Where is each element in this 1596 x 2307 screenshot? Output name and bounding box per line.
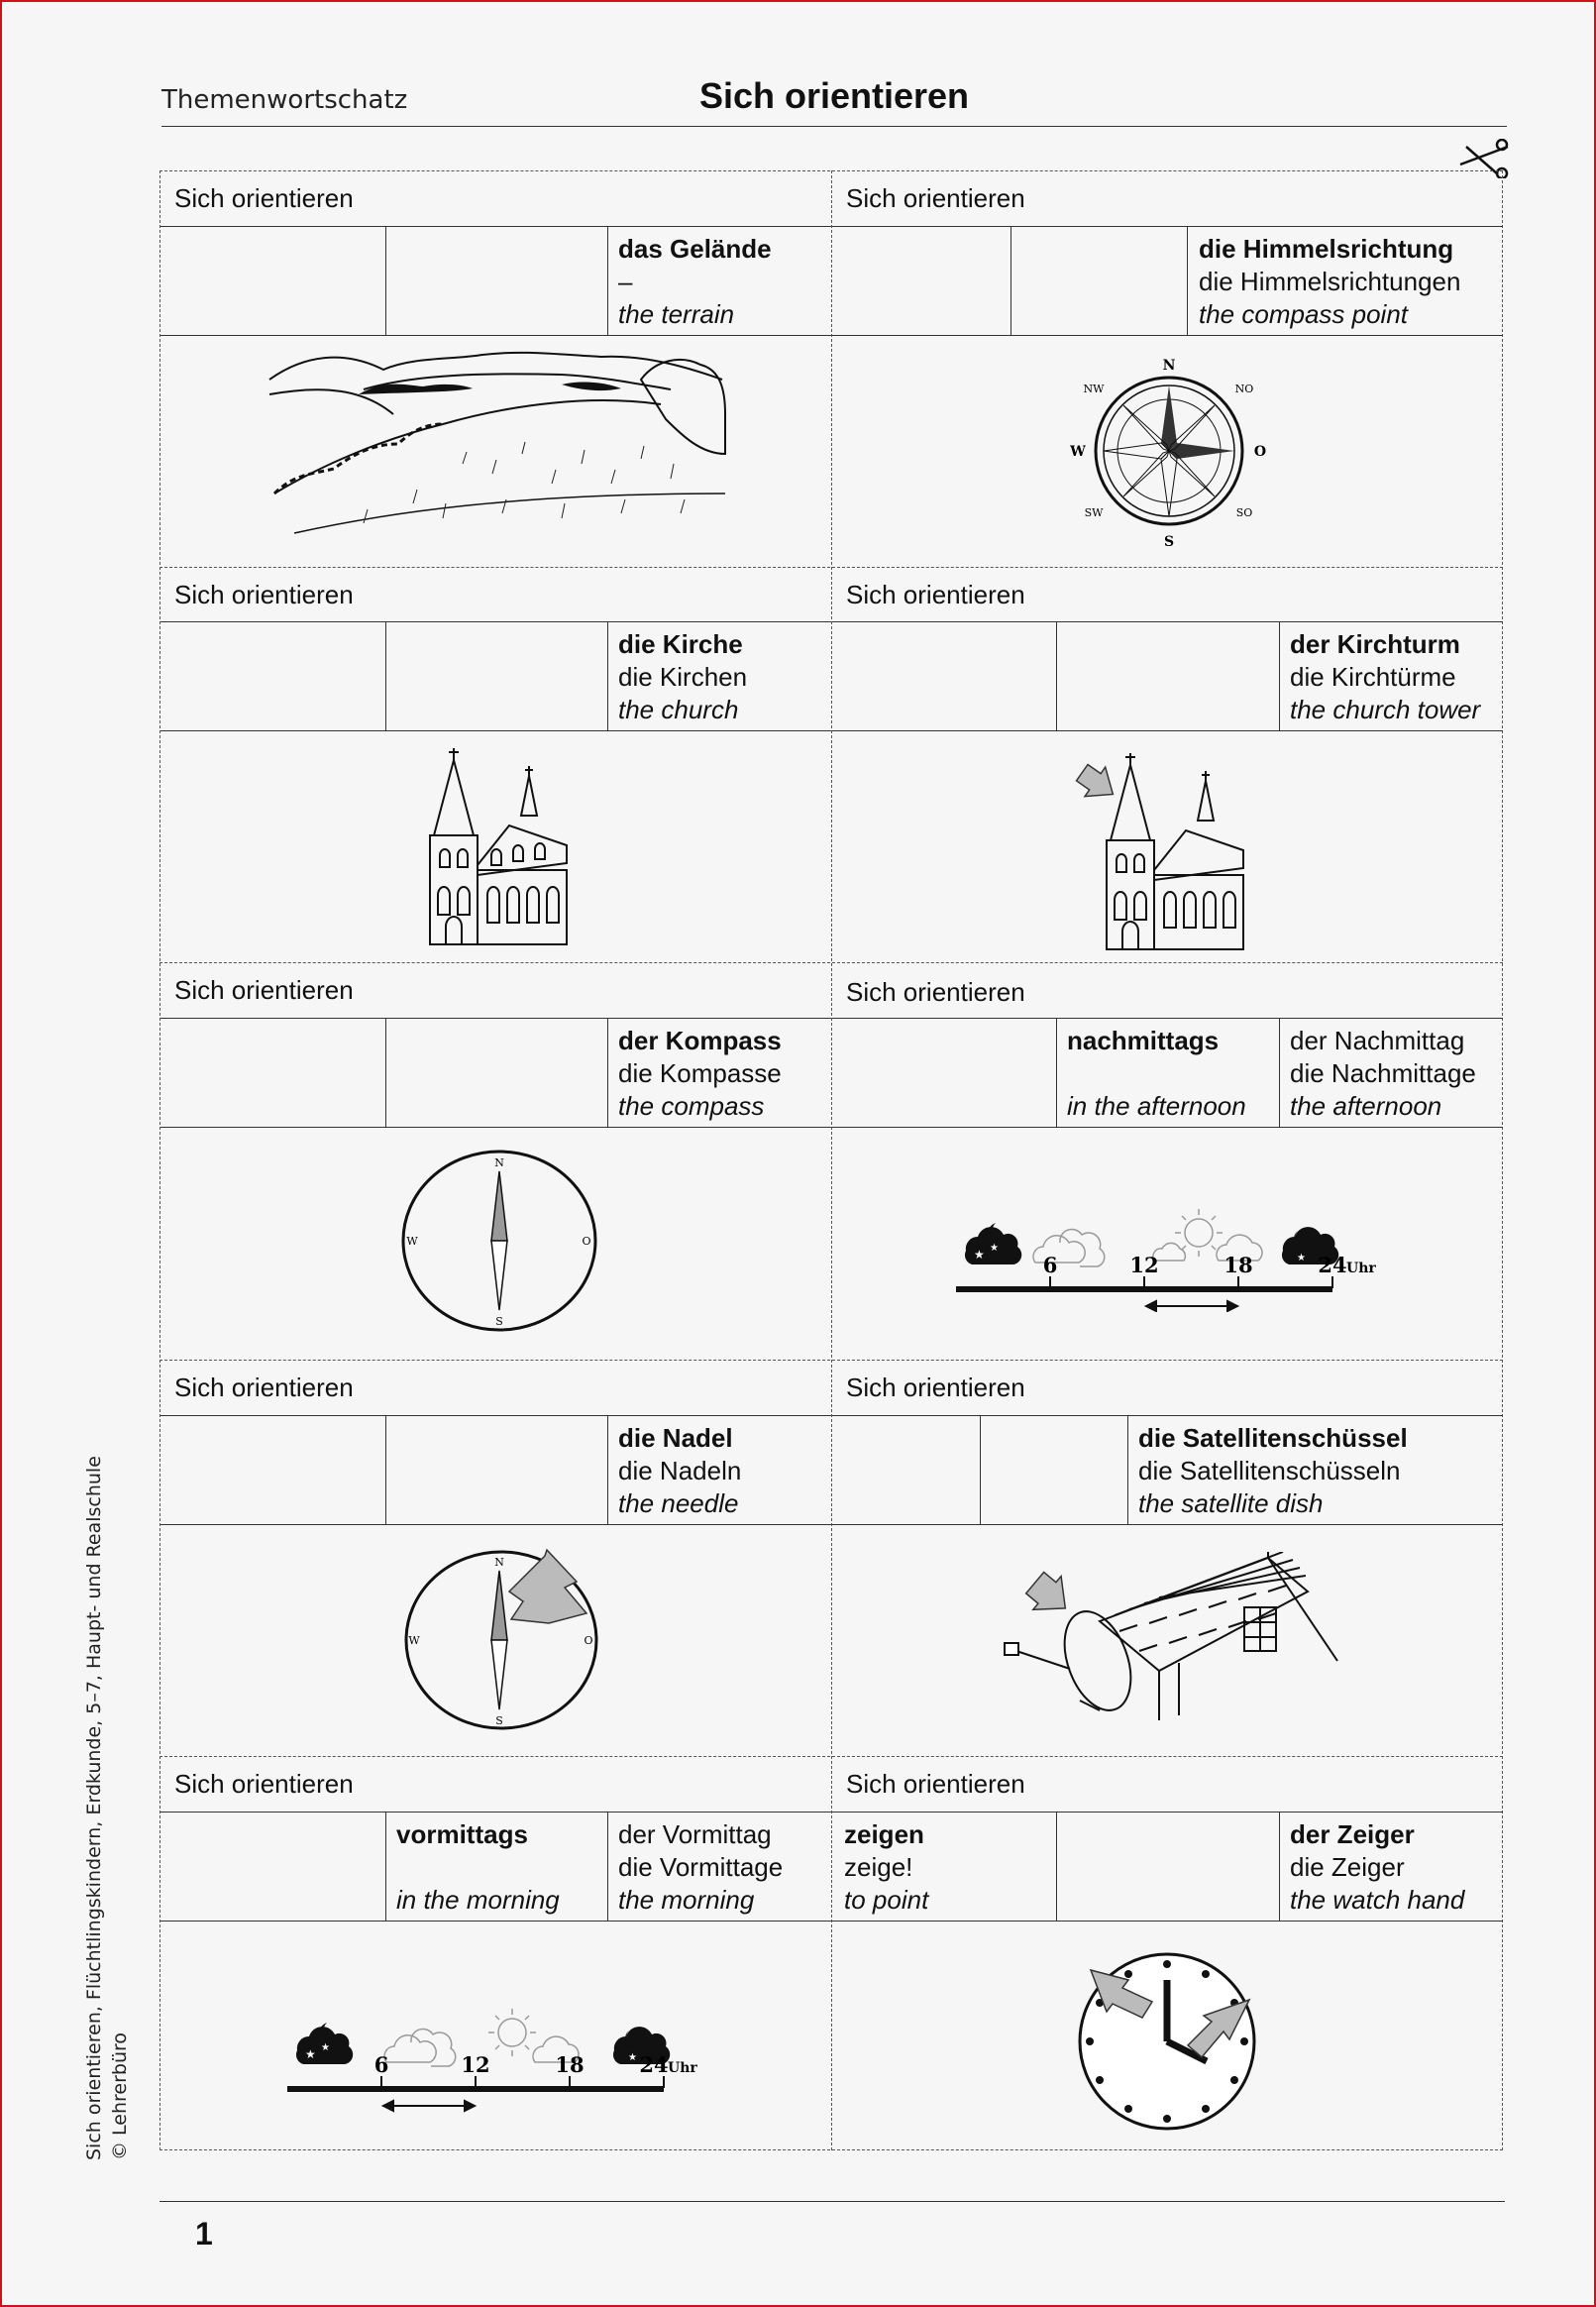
timeline-afternoon-illustration [956, 1203, 1382, 1312]
compass-label-s: S [495, 1714, 503, 1727]
sidebar-credit [81, 1456, 133, 2160]
word: das Gelände [618, 234, 772, 264]
compass-label-n: N [494, 1556, 504, 1569]
vocab-card [160, 1757, 831, 2152]
vocab-card [160, 568, 831, 963]
word: vormittags [396, 1819, 528, 1849]
compass-illustration [398, 1147, 601, 1335]
card-label: Sich orientieren [174, 1769, 354, 1799]
vocab-card [832, 963, 1503, 1359]
compass-label-n: N [494, 1156, 504, 1169]
vocab-card [160, 171, 831, 567]
compass-label-s: S [1163, 534, 1175, 548]
plural: die Nadeln [618, 1456, 742, 1485]
english: to point [844, 1885, 929, 1915]
card-label: Sich orientieren [174, 580, 354, 609]
word-cell [844, 1818, 928, 1917]
compass-label-o: O [584, 1634, 593, 1647]
extra-singular: der Zeiger [1290, 1819, 1415, 1849]
page-title: Sich orientieren [698, 75, 970, 116]
card-label: Sich orientieren [846, 1769, 1025, 1799]
tick-label: 18 [1224, 1253, 1253, 1277]
vocab-card [160, 963, 831, 1359]
english: the church [618, 695, 739, 724]
word-cell [1138, 1422, 1408, 1520]
tick-label: 18 [555, 2052, 585, 2077]
compass-label-w: W [408, 1634, 420, 1647]
sidebar-copyright: © Lehrerbüro [109, 2032, 131, 2160]
unit-label: Uhr [1346, 1261, 1376, 1276]
word: nachmittags [1067, 1026, 1220, 1055]
clock-illustration [1073, 1950, 1261, 2134]
compass-label-so: SO [1235, 506, 1253, 519]
plural: die Kompasse [618, 1058, 782, 1088]
church-illustration [418, 746, 577, 949]
vocab-card [160, 1361, 831, 1756]
svg-text:★: ★ [990, 1243, 999, 1254]
english: the needle [618, 1488, 739, 1518]
compass-label-o: O [1253, 444, 1267, 460]
word: der Kirchturm [1290, 629, 1460, 659]
word-cell [396, 1818, 560, 1917]
extra-plural: die Vormittage [618, 1852, 784, 1882]
church-tower-illustration [1075, 751, 1263, 954]
word: die Himmelsrichtung [1199, 234, 1454, 264]
card-label: Sich orientieren [846, 977, 1025, 1007]
vocab-card [832, 1361, 1503, 1756]
vocab-card [832, 171, 1503, 567]
svg-text:★: ★ [305, 2047, 316, 2061]
compass-label-w: W [406, 1235, 418, 1248]
compass-needle-illustration [400, 1546, 603, 1734]
sidebar-source: Sich orientieren, Flüchtlingskindern, Erdkunde, 5–7, Haupt- und Realschule [83, 1456, 105, 2160]
word: die Kirche [618, 629, 743, 659]
english: the satellite dish [1138, 1488, 1324, 1518]
header-subject: Themenwortschatz [161, 85, 408, 115]
svg-text:★: ★ [974, 1248, 985, 1262]
extra-cell [1290, 1818, 1464, 1917]
word-cell [618, 1025, 782, 1123]
timeline-morning-illustration [287, 1988, 713, 2137]
word-cell [1067, 1025, 1246, 1123]
tick-label: 12 [1129, 1253, 1159, 1277]
english: the church tower [1290, 695, 1481, 724]
word: der Kompass [618, 1026, 782, 1055]
compass-label-nw: NW [1083, 383, 1105, 395]
tick-label: 6 [1042, 1253, 1058, 1277]
footer-rule [160, 2201, 1505, 2202]
svg-text:★: ★ [628, 2052, 637, 2063]
plural: zeige! [844, 1852, 913, 1882]
compass-rose-illustration [1070, 350, 1268, 548]
english: the compass [618, 1091, 765, 1121]
extra-english: the watch hand [1290, 1885, 1465, 1915]
pointer-arrow-icon [1021, 1566, 1080, 1624]
compass-label-no: NO [1234, 383, 1254, 395]
satellite-dish-illustration [991, 1552, 1347, 1735]
card-label: Sich orientieren [174, 975, 354, 1005]
card-label: Sich orientieren [174, 183, 354, 213]
extra-cell [1290, 1025, 1476, 1123]
extra-english: the morning [618, 1885, 755, 1915]
plural: – [618, 267, 633, 296]
english: in the morning [396, 1885, 560, 1915]
plural: die Satellitenschüsseln [1138, 1456, 1401, 1485]
word-cell [1290, 628, 1480, 726]
pointer-arrow-icon [1075, 758, 1123, 809]
card-label: Sich orientieren [846, 1373, 1025, 1402]
english: in the afternoon [1067, 1091, 1246, 1121]
compass-label-s: S [495, 1315, 503, 1328]
compass-label-sw: SW [1084, 506, 1104, 519]
word: die Nadel [618, 1423, 733, 1453]
plural: die Kirchtürme [1290, 662, 1456, 692]
extra-plural: die Nachmittage [1290, 1058, 1476, 1088]
tick-label: 6 [373, 2052, 389, 2077]
plural: die Himmelsrichtungen [1199, 267, 1461, 296]
header-rule [161, 126, 1507, 127]
card-label: Sich orientieren [174, 1373, 354, 1402]
terrain-illustration [265, 345, 730, 543]
card-label: Sich orientieren [846, 183, 1025, 213]
extra-singular: der Nachmittag [1290, 1026, 1465, 1055]
tick-label: 24 [639, 2052, 669, 2077]
plural: die Kirchen [618, 662, 748, 692]
compass-label-o: O [582, 1235, 591, 1248]
svg-text:★: ★ [1297, 1253, 1306, 1263]
english: the terrain [618, 299, 735, 329]
vocab-card [832, 1757, 1503, 2152]
english: the compass point [1199, 299, 1409, 329]
svg-text:★: ★ [321, 2042, 330, 2053]
pointer-arrow-icon [509, 1550, 586, 1623]
page-number: 1 [195, 2216, 213, 2252]
compass-label-n: N [1162, 358, 1176, 374]
tick-label: 24 [1318, 1253, 1347, 1277]
word-cell [618, 628, 747, 726]
vocab-card [832, 568, 1503, 963]
extra-english: the afternoon [1290, 1091, 1442, 1121]
card-label: Sich orientieren [846, 580, 1025, 609]
word-cell [1199, 233, 1460, 331]
word: zeigen [844, 1819, 924, 1849]
tick-label: 12 [461, 2052, 490, 2077]
compass-label-w: W [1070, 444, 1086, 460]
word-cell [618, 233, 772, 331]
extra-singular: der Vormittag [618, 1819, 772, 1849]
word-cell [618, 1422, 741, 1520]
extra-cell [618, 1818, 783, 1917]
word: die Satellitenschüssel [1138, 1423, 1408, 1453]
extra-plural: die Zeiger [1290, 1852, 1405, 1882]
unit-label: Uhr [668, 2060, 697, 2076]
